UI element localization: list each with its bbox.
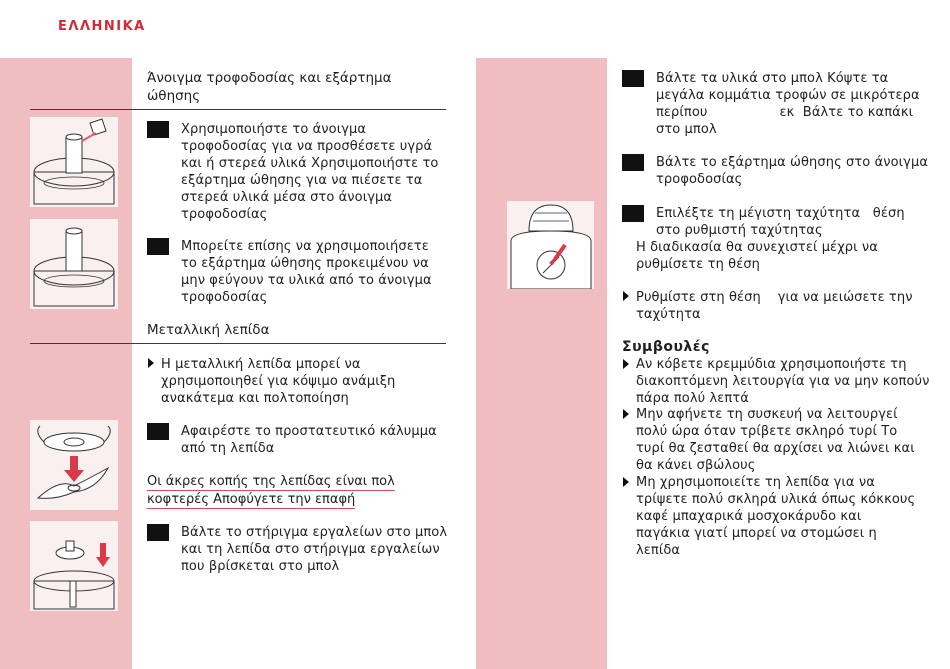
reduce-speed-note: Ρυθμίστε στη θέση για να μειώσετε την ταχύτητα — [636, 290, 913, 322]
tip-hard-ingredients: Μη χρησιμοποιείτε τη λεπίδα για να τρίψετε πολύ σκληρά υλικά όπως κόκκους καφέ μπαχαρικά μοσχοκάρυδο και παγάκια γιατί μπορεί να στομώσει η λεπίδα — [636, 475, 916, 558]
speed-dial-illustration — [507, 201, 594, 289]
step-select-speed: Επιλέξτε τη μέγιστη ταχύτητα θέση στο ρυθμιστή ταχύτητας — [656, 206, 905, 238]
step-marker — [147, 238, 169, 255]
language-label: ΕΛΛΗΝΙΚΑ — [58, 19, 146, 34]
tip-onions: Αν κόβετε κρεμμύδια χρησιμοποιήστε τη διακοπτόμενη λειτουργία για να μην κοπούν πάρα πολύ λεπτά — [636, 357, 930, 406]
tips-title: Συμβουλές — [622, 339, 710, 355]
feed-tube-illustration — [30, 117, 118, 207]
right-illustration-column — [476, 58, 607, 669]
bullet-marker — [148, 358, 154, 368]
step-pusher-use: Μπορείτε επίσης να χρησιμοποιήσετε το εξάρτημα ώθησης προκειμένου να μην φεύγουν τα υλικά από το άνοιγμα τροφοδοσίας — [181, 239, 432, 305]
step-remove-cover: Αφαιρέστε το προστατευτικό κάλυμμα από τη λεπίδα — [181, 424, 437, 456]
step-insert-pusher: Βάλτε το εξάρτημα ώθησης στο άνοιγμα τροφοδοσίας — [656, 155, 929, 187]
bullet-marker — [623, 409, 629, 419]
step-marker — [147, 524, 169, 541]
blade-uses-note: Η μεταλλική λεπίδα μπορεί να χρησιμοποιηθεί για κόψιμο ανάμιξη ανακάτεμα και πολτοποίηση — [161, 357, 396, 406]
section-title-metal-blade: Μεταλλική λεπίδα — [147, 322, 270, 338]
blade-warning: Οι άκρες κοπής της λεπίδας είναι πολ κοφτερές Αποφύγετε την επαφή — [147, 474, 395, 507]
step-feed-tube-use: Χρησιμοποιήστε το άνοιγμα τροφοδοσίας για να προσθέσετε υγρά και ή στερεά υλικά Χρησιμοποιήστε το εξάρτημα ώθησης για να πιέσετε τα στερεά υλικά μέσα στο άνοιγμα τροφοδοσίας — [181, 122, 439, 222]
section-divider — [30, 109, 446, 110]
pusher-illustration — [30, 219, 118, 309]
bullet-marker — [623, 359, 629, 369]
step-add-ingredients: Βάλτε τα υλικά στο μπολ Κόψτε τα μεγάλα κομμάτια τροφών σε μικρότερα περίπου εκ Βάλτε το καπάκι στο μπολ — [656, 71, 920, 137]
section-title-feed-tube: Άνοιγμα τροφοδοσίας και εξάρτημα ώθησης — [147, 70, 392, 104]
section-divider — [30, 343, 446, 344]
bullet-marker — [623, 477, 629, 487]
bullet-marker — [623, 291, 629, 301]
step-marker — [622, 70, 644, 87]
blade-holder-illustration — [30, 521, 118, 611]
blade-cover-illustration — [30, 420, 118, 510]
tip-cheese: Μην αφήνετε τη συσκευή να λειτουργεί πολύ ώρα όταν τρίβετε σκληρό τυρί Το τυρί θα ζεσταθεί θα αρχίσει να λιώνει και θα κάνει σβώλους — [636, 407, 915, 473]
step-marker — [147, 121, 169, 138]
step-marker — [622, 205, 644, 222]
speed-note: Η διαδικασία θα συνεχιστεί μέχρι να ρυθμίσετε τη θέση — [636, 240, 878, 272]
step-marker — [147, 423, 169, 440]
step-insert-blade: Βάλτε το στήριγμα εργαλείων στο μπολ και τη λεπίδα στο στήριγμα εργαλείων που βρίσκεται στο μπολ — [181, 525, 448, 574]
step-marker — [622, 154, 644, 171]
